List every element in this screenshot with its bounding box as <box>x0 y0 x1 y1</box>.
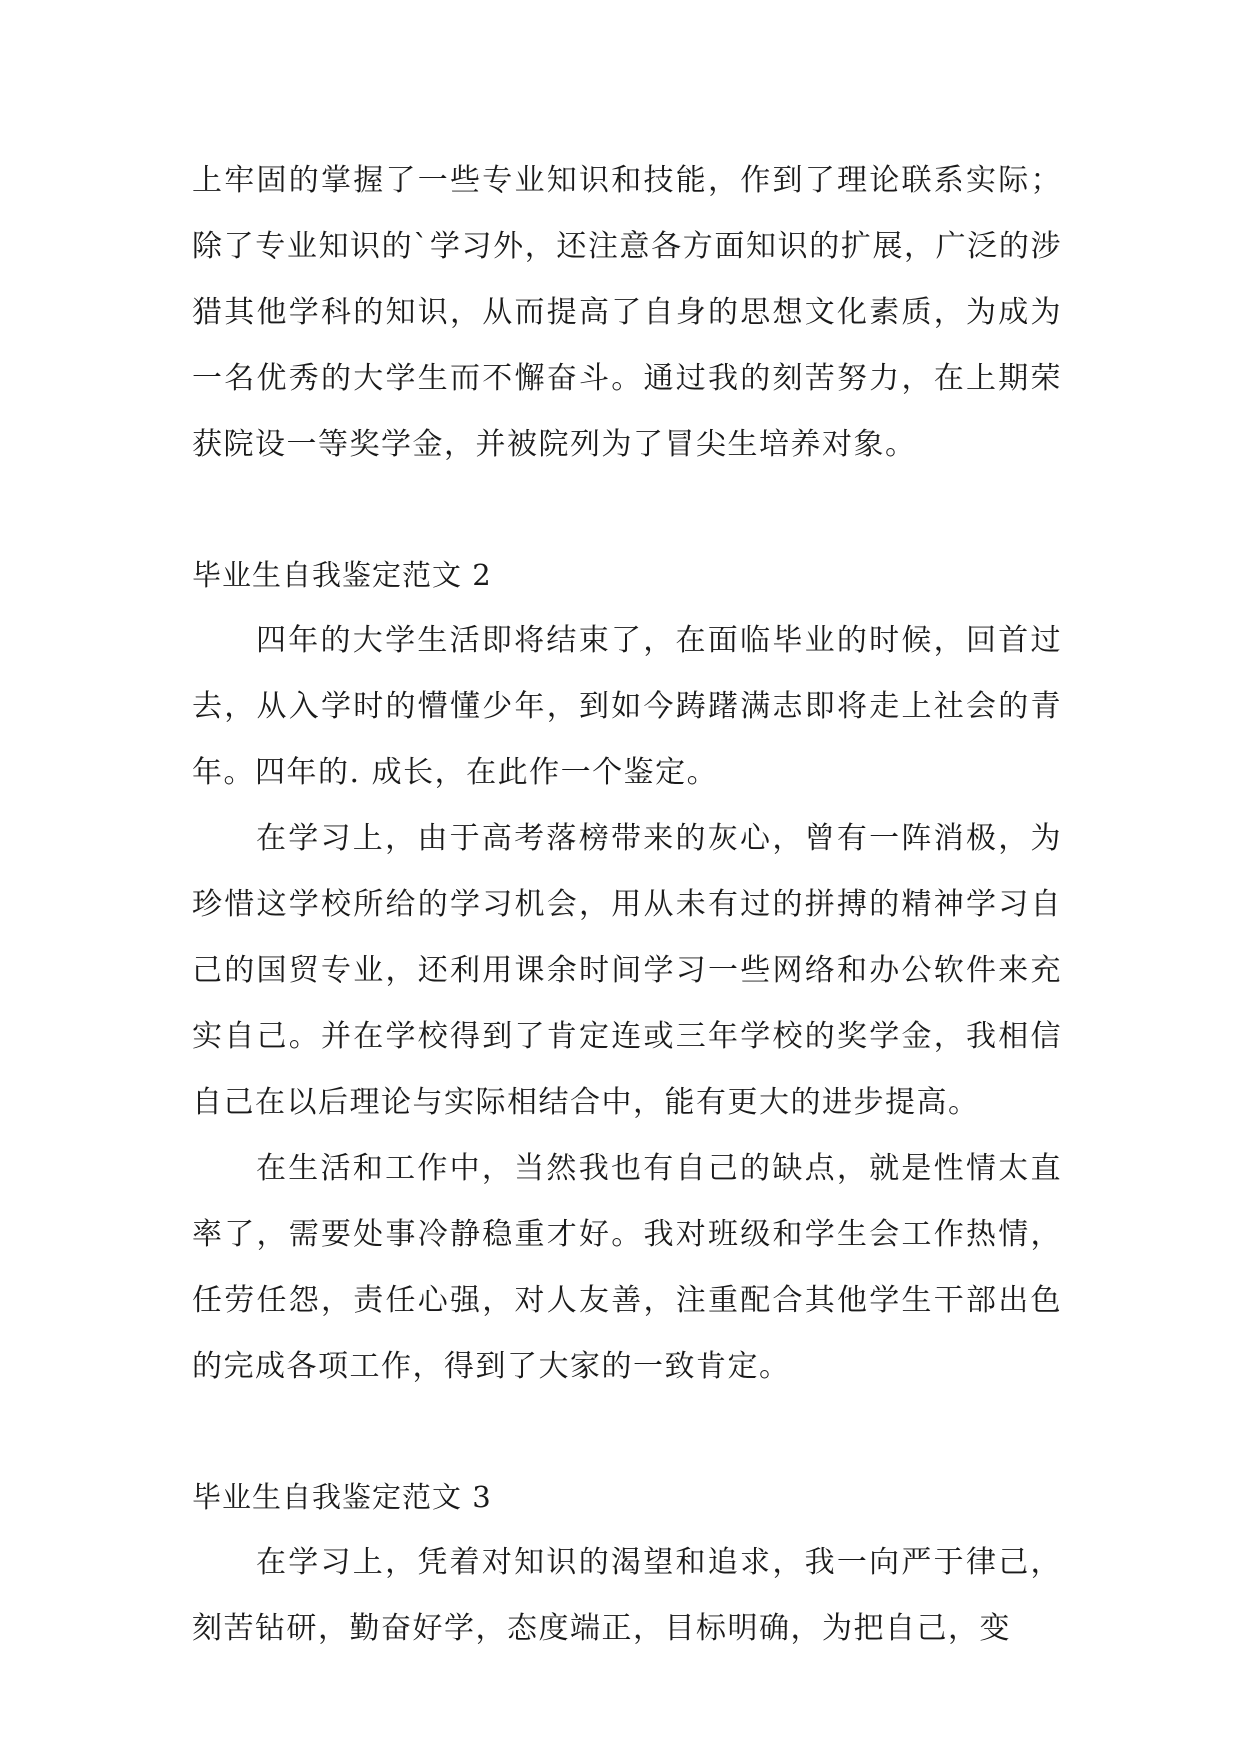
section-2-paragraph-1: 四年的大学生活即将结束了，在面临毕业的时候，回首过去，从入学时的懵懂少年，到如今踌躇满志即将走上社会的青年。四年的. 成长，在此作一个鉴定。 <box>192 623 1062 790</box>
section-2-paragraph-2: 在学习上，由于高考落榜带来的灰心，曾有一阵消极，为珍惜这学校所给的学习机会，用从未有过的拼搏的精神学习自己的国贸专业，还利用课余时间学习一些网络和办公软件来充实自己。并在学校得到了肯定连或三年学校的奖学金，我相信自己在以后理论与实际相结合中，能有更大的进步提高。 <box>192 821 1062 1120</box>
section-2-paragraph-3: 在生活和工作中，当然我也有自己的缺点，就是性情太直率了，需要处事冷静稳重才好。我对班级和学生会工作热情，任劳任怨，责任心强，对人友善，注重配合其他学生干部出色的完成各项工作，得到了大家的一致肯定。 <box>192 1151 1062 1384</box>
section-heading-3: 毕业生自我鉴定范文 3 <box>192 1480 492 1514</box>
intro-paragraph: 上牢固的掌握了一些专业知识和技能，作到了理论联系实际；除了专业知识的`学习外，还注意各方面知识的扩展，广泛的涉猎其他学科的知识，从而提高了自身的思想文化素质，为成为一名优秀的大学生而不懈奋斗。通过我的刻苦努力，在上期荣获院设一等奖学金，并被院列为了冒尖生培养对象。 <box>192 163 1062 462</box>
section-3-paragraph-1: 在学习上，凭着对知识的渴望和追求，我一向严于律己，刻苦钻研，勤奋好学，态度端正，目标明确，为把自己，变 <box>192 1545 1062 1646</box>
document-body <box>192 148 1062 1662</box>
section-heading-2: 毕业生自我鉴定范文 2 <box>192 558 492 592</box>
